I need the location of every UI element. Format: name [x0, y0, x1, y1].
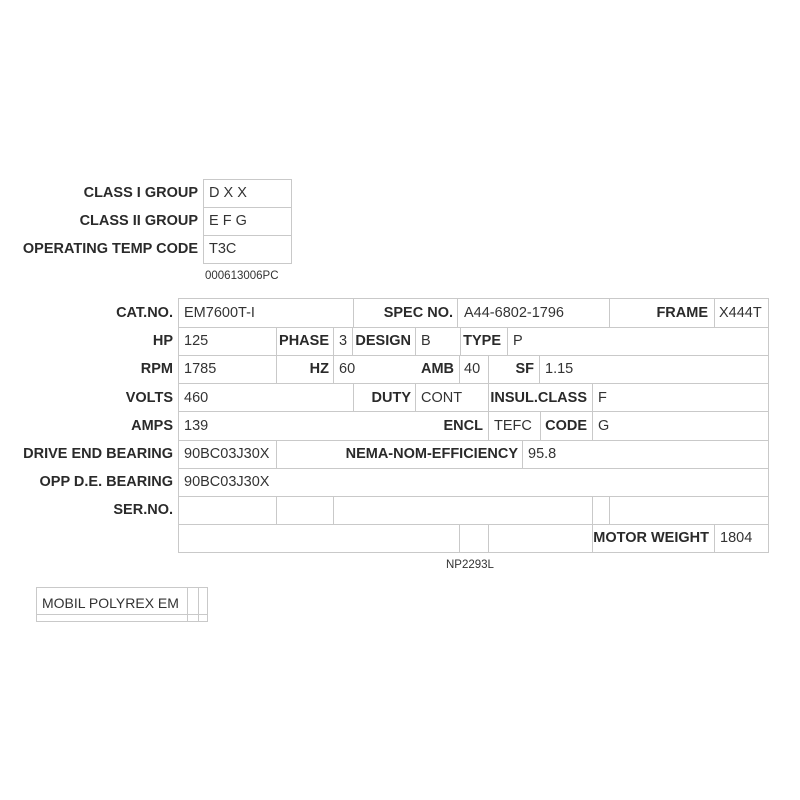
hazard-code: 000613006PC — [205, 270, 279, 282]
plate-line-9 — [178, 552, 769, 553]
sep — [353, 298, 354, 327]
sep — [540, 411, 541, 440]
hazard-grid-r1 — [203, 207, 292, 208]
lubricant-sep — [187, 587, 188, 622]
sep — [276, 327, 277, 355]
sep — [333, 355, 334, 383]
sep — [457, 298, 458, 327]
sep — [488, 524, 489, 552]
volts-value: 460 — [184, 390, 209, 406]
sep — [415, 327, 416, 355]
amb-label: AMB — [420, 361, 454, 377]
sf-value: 1.15 — [545, 361, 574, 377]
sep — [522, 440, 523, 468]
plate-line-5 — [178, 440, 769, 441]
rpm-value: 1785 — [184, 361, 217, 377]
hz-label: HZ — [309, 361, 329, 377]
plate-line-3 — [178, 383, 769, 384]
encl-value: TEFC — [494, 418, 532, 434]
sep — [592, 411, 593, 440]
plate-line-1 — [178, 327, 769, 328]
plate-line-0 — [178, 298, 769, 299]
duty-label: DUTY — [371, 390, 411, 406]
hz-value: 60 — [339, 361, 356, 377]
frame-label: FRAME — [656, 305, 708, 321]
sep — [276, 355, 277, 383]
cat-no-value: EM7600T-I — [184, 305, 255, 321]
hazard-grid-top — [203, 179, 292, 180]
sep — [592, 383, 593, 411]
amb-value: 40 — [464, 361, 481, 377]
plate-line-8 — [178, 524, 769, 525]
frame-value: X444T — [719, 305, 762, 321]
sep — [507, 327, 508, 355]
sep — [459, 524, 460, 552]
design-value: B — [421, 333, 431, 349]
opp-de-bearing-label: OPP D.E. BEARING — [39, 474, 173, 490]
design-label: DESIGN — [355, 333, 411, 349]
sf-label: SF — [515, 361, 534, 377]
class-i-group-label: CLASS I GROUP — [83, 185, 198, 201]
sep — [539, 355, 540, 383]
class-i-group-value: D X X — [209, 185, 247, 201]
rpm-label: RPM — [140, 361, 173, 377]
sep — [460, 327, 461, 355]
sep — [609, 298, 610, 327]
hp-label: HP — [152, 333, 173, 349]
operating-temp-code-label: OPERATING TEMP CODE — [22, 241, 198, 257]
sep — [488, 355, 489, 383]
sep — [333, 496, 334, 524]
sep — [488, 383, 489, 411]
hazard-grid-right — [291, 179, 292, 264]
sep — [333, 327, 334, 355]
insul-class-label: INSUL.CLASS — [490, 390, 587, 406]
plate-line-4 — [178, 411, 769, 412]
hp-value: 125 — [184, 333, 209, 349]
sep — [276, 440, 277, 468]
spec-no-label: SPEC NO. — [383, 305, 453, 321]
type-label: TYPE — [463, 333, 501, 349]
class-ii-group-label: CLASS II GROUP — [79, 213, 198, 229]
hazard-grid-bottom — [203, 263, 292, 264]
sep — [415, 383, 416, 411]
motor-weight-label: MOTOR WEIGHT — [593, 530, 709, 546]
hazard-grid-r2 — [203, 235, 292, 236]
spec-no-value: A44-6802-1796 — [464, 305, 564, 321]
hazard-grid-left — [203, 179, 204, 264]
duty-value: CONT — [421, 390, 463, 406]
nema-efficiency-label: NEMA-NOM-EFFICIENCY — [345, 446, 518, 462]
lubricant-name: MOBIL POLYREX EM — [42, 595, 179, 611]
plate-left-edge — [178, 298, 179, 553]
class-ii-group-value: E F G — [209, 213, 247, 229]
phase-value: 3 — [339, 333, 348, 349]
sep — [609, 496, 610, 524]
operating-temp-code-value: T3C — [209, 241, 237, 257]
code-value: G — [598, 418, 610, 434]
encl-label: ENCL — [443, 418, 483, 434]
lubricant-sep — [198, 587, 199, 622]
sep — [352, 327, 353, 355]
cat-no-label: CAT.NO. — [116, 305, 173, 321]
drive-end-bearing-value: 90BC03J30X — [184, 446, 270, 462]
sep — [488, 411, 489, 440]
sep — [353, 383, 354, 411]
amps-label: AMPS — [131, 418, 173, 434]
plate-code: NP2293L — [446, 559, 494, 571]
nema-efficiency-value: 95.8 — [528, 446, 557, 462]
sep — [276, 496, 277, 524]
sep — [459, 355, 460, 383]
code-label: CODE — [545, 418, 587, 434]
lubricant-line — [36, 614, 208, 615]
motor-weight-value: 1804 — [720, 530, 753, 546]
opp-de-bearing-value: 90BC03J30X — [184, 474, 270, 490]
drive-end-bearing-label: DRIVE END BEARING — [23, 446, 173, 462]
plate-right-edge — [768, 298, 769, 553]
insul-class-value: F — [598, 390, 607, 406]
sep — [714, 298, 715, 327]
sep — [714, 524, 715, 552]
volts-label: VOLTS — [125, 390, 173, 406]
plate-line-2 — [178, 355, 769, 356]
amps-value: 139 — [184, 418, 209, 434]
ser-no-label: SER.NO. — [113, 502, 173, 518]
phase-label: PHASE — [279, 333, 329, 349]
sep — [592, 496, 593, 524]
plate-line-7 — [178, 496, 769, 497]
type-value: P — [513, 333, 523, 349]
plate-line-6 — [178, 468, 769, 469]
